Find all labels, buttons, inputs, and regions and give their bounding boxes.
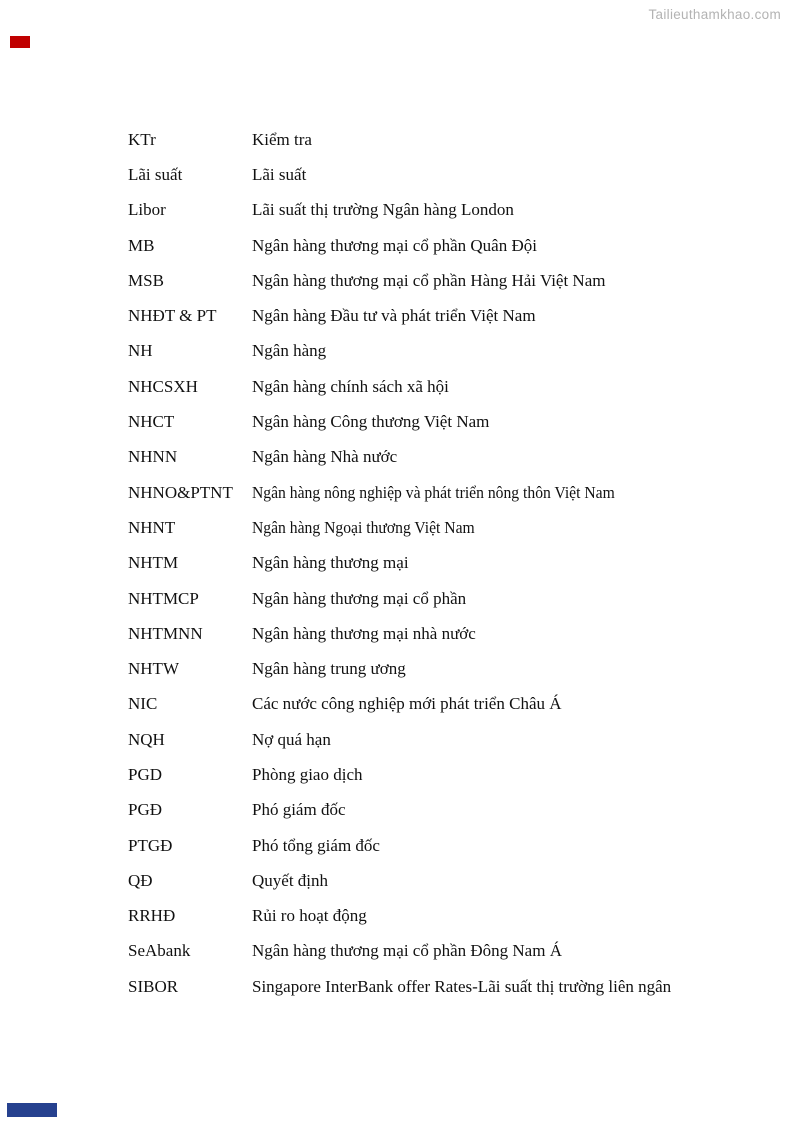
abbreviation-row	[128, 546, 748, 581]
abbreviation-code: Libor	[128, 200, 166, 220]
abbreviation-row	[128, 899, 748, 934]
abbreviation-row	[128, 440, 748, 475]
abbreviation-code: Lãi suất	[128, 164, 183, 184]
abbreviation-code: NHCT	[128, 412, 175, 432]
abbreviation-code: NHNO&PTNT	[128, 482, 233, 502]
abbreviation-code: NHTMCP	[128, 588, 199, 608]
abbreviation-row	[128, 828, 748, 863]
abbreviation-meaning: Phó tổng giám đốc	[252, 835, 380, 855]
abbreviation-row	[128, 298, 748, 333]
abbreviation-meaning: Ngân hàng nông nghiệp và phát triển nông thôn Việt Nam	[252, 482, 615, 502]
abbreviation-code: QĐ	[128, 870, 153, 890]
abbreviation-code: RRHĐ	[128, 906, 176, 926]
abbreviation-row	[128, 475, 748, 510]
red-marker	[10, 36, 30, 48]
abbreviation-meaning: Quyết định	[252, 870, 329, 890]
abbreviation-meaning: Nợ quá hạn	[252, 729, 331, 749]
abbreviation-code: NHCSXH	[128, 376, 198, 396]
abbreviation-meaning: Lãi suất	[252, 164, 307, 184]
abbreviation-meaning: Ngân hàng thương mại	[252, 553, 409, 573]
abbreviation-code: NH	[128, 341, 153, 361]
abbreviation-code: NHĐT & PT	[128, 306, 217, 326]
abbreviation-code: NHTM	[128, 553, 179, 573]
abbreviation-meaning: Ngân hàng Công thương Việt Nam	[252, 412, 490, 432]
abbreviation-row	[128, 404, 748, 439]
abbreviation-row	[128, 369, 748, 404]
abbreviation-code: NHNT	[128, 517, 176, 537]
abbreviation-meaning: Ngân hàng thương mại nhà nước	[252, 623, 476, 643]
abbreviation-code: NHTW	[128, 659, 179, 679]
abbreviation-code: PGD	[128, 764, 163, 784]
abbreviation-row	[128, 722, 748, 757]
abbreviation-row	[128, 687, 748, 722]
abbreviation-code: NQH	[128, 729, 165, 749]
abbreviation-row	[128, 863, 748, 898]
abbreviation-meaning: Ngân hàng thương mại cổ phần Quân Đội	[252, 235, 537, 255]
abbreviation-row	[128, 934, 748, 969]
abbreviation-code: PTGĐ	[128, 835, 173, 855]
abbreviation-row	[128, 334, 748, 369]
abbreviation-code: NHNN	[128, 447, 178, 467]
abbreviation-row	[128, 228, 748, 263]
abbreviation-meaning: Ngân hàng thương mại cổ phần	[252, 588, 467, 608]
abbreviation-meaning: Phó giám đốc	[252, 800, 346, 820]
abbreviation-meaning: Ngân hàng thương mại cổ phần Đông Nam Á	[252, 941, 562, 961]
abbreviation-code: PGĐ	[128, 800, 163, 820]
blue-marker	[7, 1103, 57, 1117]
abbreviation-meaning: Ngân hàng	[252, 341, 327, 361]
abbreviation-meaning: Rủi ro hoạt động	[252, 906, 367, 926]
abbreviation-meaning: Ngân hàng Nhà nước	[252, 447, 398, 467]
abbreviation-meaning: Kiểm tra	[252, 129, 312, 149]
abbreviation-code: SeAbank	[128, 941, 191, 961]
abbreviation-row	[128, 581, 748, 616]
abbreviation-meaning: Phòng giao dịch	[252, 764, 363, 784]
abbreviation-meaning: Ngân hàng trung ương	[252, 659, 406, 679]
abbreviation-meaning: Ngân hàng thương mại cổ phần Hàng Hải Việt Nam	[252, 270, 606, 290]
abbreviation-code: MB	[128, 235, 155, 255]
abbreviation-code: SIBOR	[128, 976, 179, 996]
abbreviation-row	[128, 757, 748, 792]
watermark-text: Tailieuthamkhao.com	[648, 7, 781, 22]
abbreviation-code: NIC	[128, 694, 158, 714]
abbreviation-code: NHTMNN	[128, 623, 203, 643]
abbreviation-row	[128, 122, 748, 157]
abbreviation-meaning: Ngân hàng Đầu tư và phát triển Việt Nam	[252, 306, 536, 326]
abbreviation-row	[128, 193, 748, 228]
abbreviation-meaning: Ngân hàng chính sách xã hội	[252, 376, 449, 396]
abbreviation-meaning: Ngân hàng Ngoại thương Việt Nam	[252, 517, 475, 537]
abbreviation-meaning: Các nước công nghiệp mới phát triển Châu Á	[252, 694, 562, 714]
abbreviation-row	[128, 510, 748, 545]
abbreviation-code: KTr	[128, 129, 156, 149]
abbreviation-row	[128, 263, 748, 298]
abbreviation-meaning: Singapore InterBank offer Rates-Lãi suất thị trường liên ngân	[252, 976, 672, 996]
abbreviation-row	[128, 969, 748, 1004]
abbreviation-meaning: Lãi suất thị trường Ngân hàng London	[252, 200, 514, 220]
abbreviation-row	[128, 157, 748, 192]
abbreviation-row	[128, 616, 748, 651]
abbreviation-code: MSB	[128, 270, 164, 290]
abbreviation-row	[128, 651, 748, 686]
abbreviation-row	[128, 793, 748, 828]
abbreviation-list	[128, 122, 748, 1004]
